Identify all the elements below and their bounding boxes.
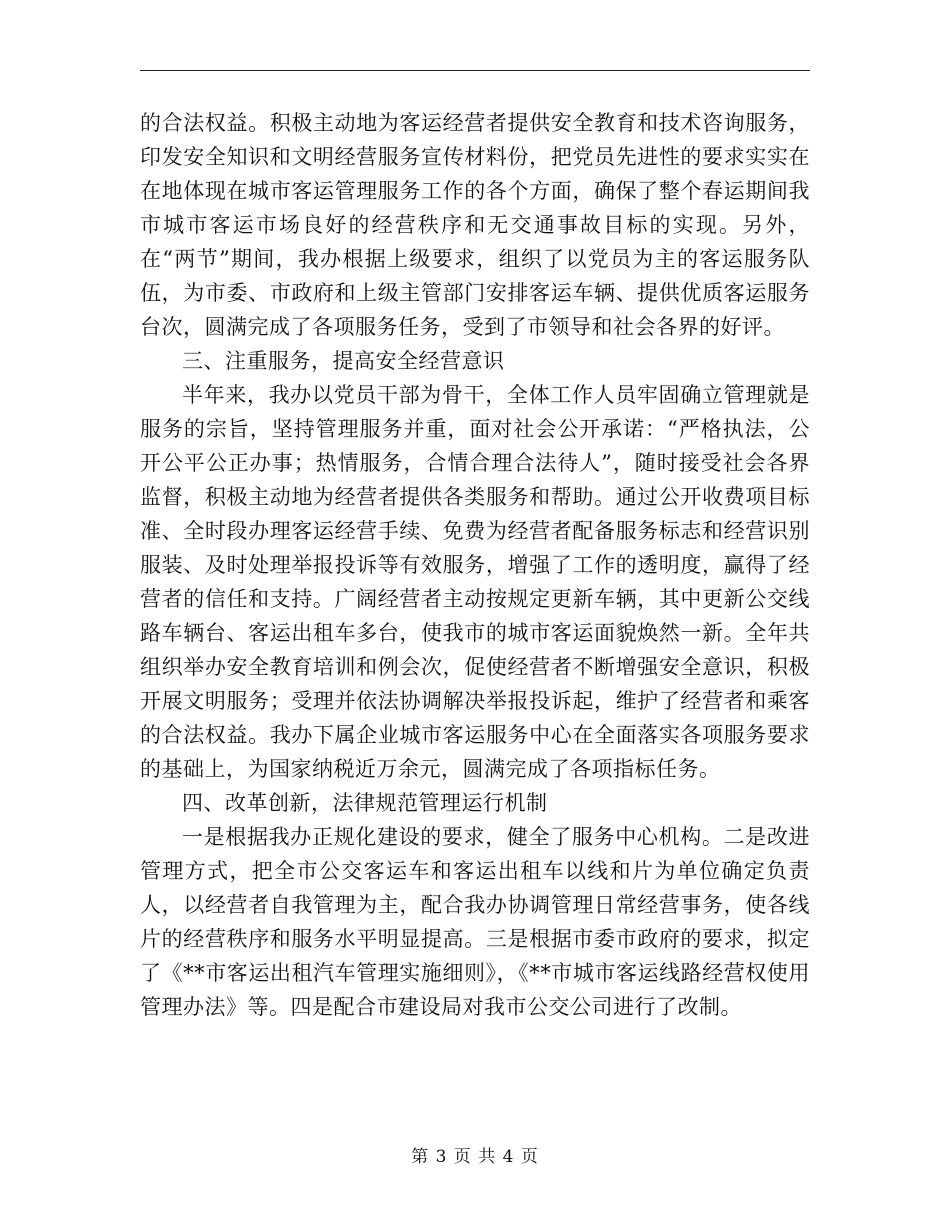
paragraph-reform: 一是根据我办正规化建设的要求，健全了服务中心机构。二是改进管理方式，把全市公交客运车和客运出租车以线和片为单位确定负责人，以经营者自我管理为主，配合我办协调管理日常经营事务，使各线片的经营秩序和服务水平明显提高。三是根据市委市政府的要求，拟定了《**市客运出租汽车管理实施细则》，《**市城市客运线路经营权使用管理办法》等。四是配合市建设局对我市公交公司进行了改制。	[140, 825, 810, 1019]
paragraph-continuation: 的合法权益。积极主动地为客运经营者提供安全教育和技术咨询服务，印发安全知识和文明经营服务宣传材料份，把党员先进性的要求实实在在地体现在城市客运管理服务工作的各个方面，确保了整个春运期间我市城市客运市场良好的经营秩序和无交通事故目标的实现。另外，在“两节”期间，我办根据上级要求，组织了以党员为主的客运服务队伍，为市委、市政府和上级主管部门安排客运车辆、提供优质客运服务台次，圆满完成了各项服务任务，受到了市领导和社会各界的好评。	[140, 111, 810, 339]
document-body	[140, 106, 810, 1024]
header-rule	[140, 70, 810, 71]
section-heading-three: 三、注重服务，提高安全经营意识	[182, 349, 505, 373]
page-number-footer: 第 3 页 共 4 页	[411, 1147, 539, 1167]
paragraph-service: 半年来，我办以党员干部为骨干，全体工作人员牢固确立管理就是服务的宗旨，坚持管理服务并重，面对社会公开承诺：“严格执法，公开公平公正办事；热情服务，合情合理合法待人”，随时接受社会各界监督，积极主动地为经营者提供各类服务和帮助。通过公开收费项目标准、全时段办理客运经营手续、免费为经营者配备服务标志和经营识别服装、及时处理举报投诉等有效服务，增强了工作的透明度，赢得了经营者的信任和支持。广阔经营者主动按规定更新车辆，其中更新公交线路车辆台、客运出租车多台，使我市的城市客运面貌焕然一新。全年共组织举办安全教育培训和例会次，促使经营者不断增强安全意识，积极开展文明服务；受理并依法协调解决举报投诉起，维护了经营者和乘客的合法权益。我办下属企业城市客运服务中心在全面落实各项服务要求的基础上，为国家纳税近万余元，圆满完成了各项指标任务。	[140, 383, 810, 781]
section-heading-four: 四、改革创新，法律规范管理运行机制	[182, 791, 548, 815]
